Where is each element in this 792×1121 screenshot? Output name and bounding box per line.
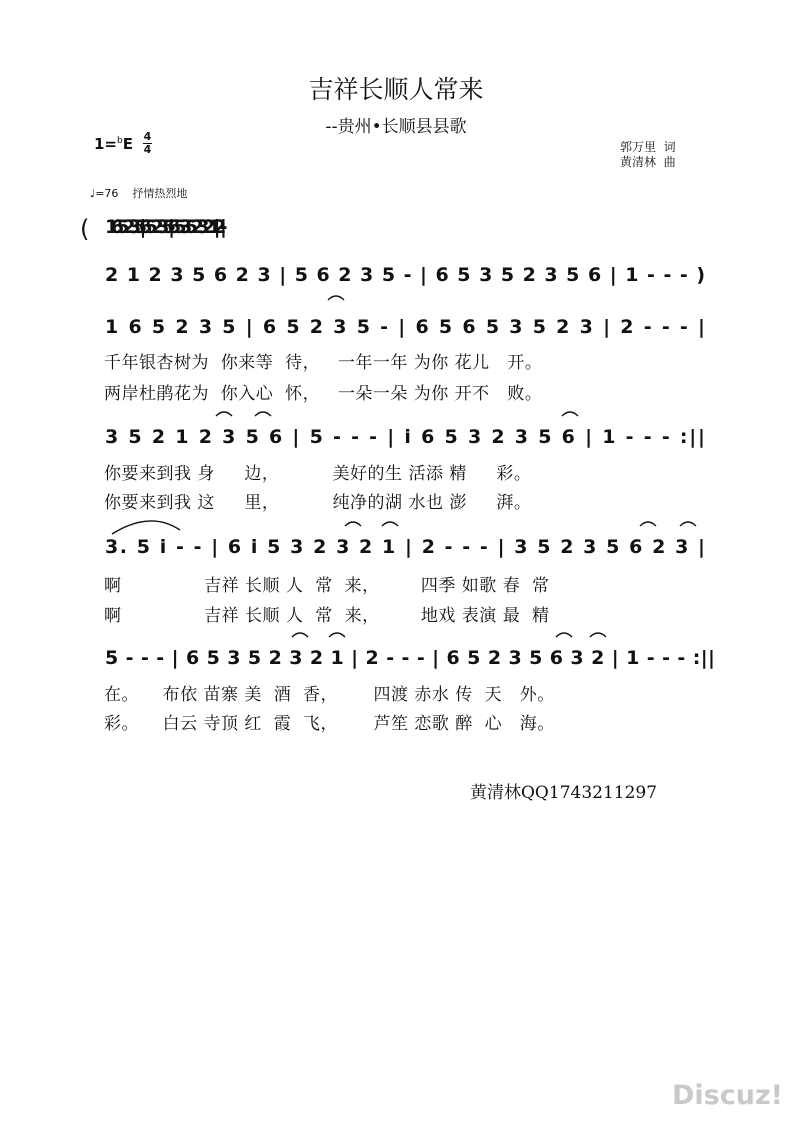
slur: [556, 633, 572, 637]
score-system-5: [105, 536, 705, 558]
slur: [382, 522, 398, 526]
lyric-line: 你要来到我 这 里， 纯净的湖 水也 澎 湃。: [104, 493, 532, 513]
key-prefix: 1=: [94, 135, 118, 153]
slur: [292, 633, 308, 637]
lyric-line: 你要来到我 身 边， 美好的生 活添 精 彩。: [104, 464, 532, 484]
watermark: Discuz!: [672, 1080, 783, 1111]
score-system-6: [105, 647, 715, 669]
score-system-1: [80, 215, 228, 243]
signature: 黄清林QQ1743211297: [470, 783, 658, 803]
key-flat: b: [117, 136, 123, 146]
lyric-line: 啊 吉祥 长顺 人 常 来， 地戏 表演 最 精: [104, 606, 550, 626]
slur: [328, 296, 344, 300]
tempo-marking: ♩=76 抒情热烈地: [90, 187, 188, 200]
lyric-line: 啊 吉祥 长顺 人 常 来， 四季 如歌 春 常: [104, 576, 550, 596]
song-subtitle: --贵州•长顺县县歌: [325, 117, 467, 137]
score-line-4: 3 5 2 1 2 3 5 6 | 5 - - - | i 6 5 3 2 3 5 6 | 1 - - - :||: [105, 426, 705, 448]
score-line-5: 3. 5 i - - | 6 i 5 3 2 3 2 1 | 2 - - - | 3 5 2 3 5 6 2 3 |: [105, 536, 705, 558]
slur: [255, 412, 271, 416]
score-line-6: 5 - - - | 6 5 3 5 2 3 2 1 | 2 - - - | 6 5 2 3 5 6 3 2 | 1 - - - :||: [105, 647, 715, 669]
lyricist-credit: 郭万里 词: [620, 140, 676, 154]
slur: [112, 521, 180, 534]
composer-credit: 黄清林 曲: [620, 155, 676, 169]
slur: [590, 633, 606, 637]
time-top: 4: [143, 130, 152, 143]
score-line-1: 1 6 5 2 3 5 | 6 5 2 3 5 - | 6 5 3 5 2 3 2 1 | 2 - - - |: [105, 216, 228, 238]
key-letter: E: [122, 135, 133, 153]
slur: [329, 633, 345, 637]
slur: [680, 522, 696, 526]
score-system-4: [105, 426, 705, 448]
slur: [216, 412, 232, 416]
score-line-2: 2 1 2 3 5 6 2 3 | 5 6 2 3 5 - | 6 5 3 5 2 3 5 6 | 1 - - - ): [105, 264, 705, 286]
lyric-line: 千年银杏树为 你来等 待， 一年一年 为你 花儿 开。: [104, 353, 543, 373]
score-line-3: 1 6 5 2 3 5 | 6 5 2 3 5 - | 6 5 6 5 3 5 2 3 | 2 - - - |: [105, 316, 705, 338]
lyric-line: 彩。 白云 寺顶 红 霞 飞， 芦笙 恋歌 醉 心 海。: [104, 714, 555, 734]
time-bottom: 4: [143, 143, 152, 156]
score-system-2: [105, 264, 705, 286]
song-title: 吉祥长顺人常来: [308, 75, 484, 104]
score-system-3: [105, 316, 705, 338]
slur: [345, 522, 361, 526]
repeat-paren-open: (: [80, 215, 90, 243]
slur: [562, 412, 578, 416]
lyric-line: 在。 布依 苗寨 美 酒 香， 四渡 赤水 传 天 外。: [104, 685, 555, 705]
lyric-line: 两岸杜鹃花为 你入心 怀， 一朵一朵 为你 开不 败。: [104, 384, 543, 404]
slur: [640, 522, 656, 526]
